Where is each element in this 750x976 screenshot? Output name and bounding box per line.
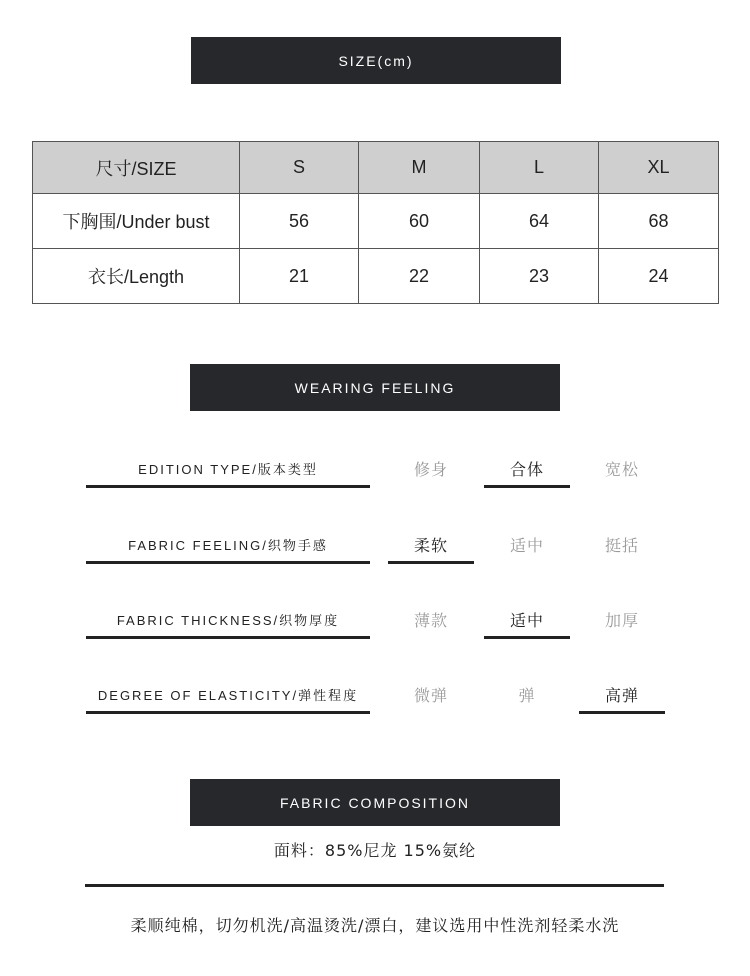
table-cell: 64 bbox=[480, 194, 599, 249]
feeling-option: 弹 bbox=[518, 685, 536, 705]
feeling-option: 适中 bbox=[509, 535, 544, 555]
size-banner bbox=[191, 37, 561, 84]
feeling-row-fabric-thickness bbox=[0, 602, 750, 662]
table-cell: 68 bbox=[599, 194, 719, 249]
feeling-row-fabric-feeling bbox=[0, 527, 750, 587]
table-cell: 56 bbox=[240, 194, 359, 249]
size-table bbox=[32, 141, 719, 304]
feeling-label: EDITION TYPE/版本类型 bbox=[86, 451, 370, 488]
table-cell: 23 bbox=[480, 249, 599, 304]
size-banner-title: SIZE(cm) bbox=[338, 52, 414, 69]
feeling-option-selected: 柔软 bbox=[388, 527, 474, 564]
feeling-option: 薄款 bbox=[413, 610, 448, 630]
feeling-row-edition-type bbox=[0, 451, 750, 511]
feeling-option-selected: 适中 bbox=[484, 602, 570, 639]
size-header-m: M bbox=[359, 142, 480, 194]
size-header-label: 尺寸/SIZE bbox=[33, 142, 240, 194]
feeling-label: FABRIC FEELING/织物手感 bbox=[86, 527, 370, 564]
feeling-option: 修身 bbox=[413, 459, 448, 479]
care-instructions: 柔顺纯棉，切勿机洗/高温烫洗/漂白，建议选用中性洗剂轻柔水洗 bbox=[130, 916, 620, 935]
feeling-row-elasticity bbox=[0, 677, 750, 737]
fabric-composition-title: FABRIC COMPOSITION bbox=[279, 794, 470, 811]
fabric-composition-banner bbox=[190, 779, 560, 826]
feeling-option: 宽松 bbox=[604, 459, 639, 479]
row-label-length: 衣长/Length bbox=[33, 249, 240, 304]
table-row bbox=[33, 249, 719, 304]
feeling-option: 加厚 bbox=[604, 610, 639, 630]
table-cell: 24 bbox=[599, 249, 719, 304]
divider bbox=[85, 884, 664, 887]
composition-text: 面料：85%尼龙 15%氨纶 bbox=[273, 841, 477, 860]
row-label-under-bust: 下胸围/Under bust bbox=[33, 194, 240, 249]
feeling-option-selected: 合体 bbox=[484, 451, 570, 488]
table-cell: 22 bbox=[359, 249, 480, 304]
feeling-label: FABRIC THICKNESS/织物厚度 bbox=[86, 602, 370, 639]
table-cell: 21 bbox=[240, 249, 359, 304]
feeling-option: 挺括 bbox=[604, 535, 639, 555]
size-header-xl: XL bbox=[599, 142, 719, 194]
size-table-header-row bbox=[33, 142, 719, 194]
size-header-l: L bbox=[480, 142, 599, 194]
wearing-feeling-title: WEARING FEELING bbox=[294, 379, 456, 396]
size-header-s: S bbox=[240, 142, 359, 194]
table-row bbox=[33, 194, 719, 249]
feeling-label: DEGREE OF ELASTICITY/弹性程度 bbox=[86, 677, 370, 714]
feeling-option: 微弹 bbox=[413, 685, 448, 705]
feeling-option-selected: 高弹 bbox=[579, 677, 665, 714]
table-cell: 60 bbox=[359, 194, 480, 249]
wearing-feeling-banner bbox=[190, 364, 560, 411]
